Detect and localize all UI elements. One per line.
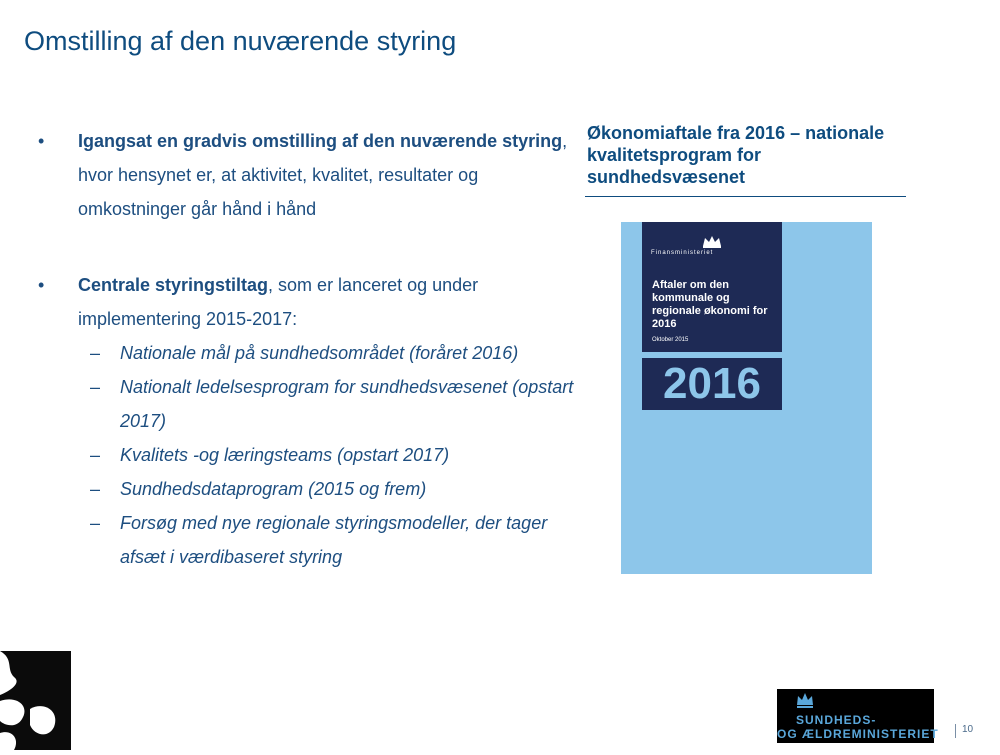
report-cover-image [621, 222, 872, 574]
subbullet-marker: – [90, 479, 101, 499]
ministry-name-line1: SUNDHEDS- [796, 713, 877, 727]
bullet-text: , hvor hensynet er, at aktivitet, kvalitet, resultater og omkostninger går hånd i hånd [78, 131, 568, 219]
subbullet-item [38, 506, 578, 574]
bullet-marker: • [38, 131, 45, 151]
subbullet-item [38, 336, 578, 370]
subbullet-marker: – [90, 513, 101, 533]
slide-title: Omstilling af den nuværende styring [24, 26, 457, 56]
ministry-name-line2: OG ÆLDREMINISTERIET [777, 727, 939, 741]
subbullet-text: Nationale mål på sundhedsområdet (foråret 2016) [120, 343, 519, 363]
bullet-item [38, 268, 578, 336]
crown-icon [701, 234, 723, 248]
bullet-bold-text: Igangsat en gradvis omstilling af den nuværende styring [78, 131, 563, 151]
cover-year: 2016 [642, 358, 782, 410]
sidebar-divider [585, 196, 906, 197]
subbullet-text: Forsøg med nye regionale styringsmodeller, der tager afsæt i værdibaseret styring [120, 513, 548, 567]
subbullet-marker: – [90, 445, 101, 465]
bullet-marker: • [38, 275, 45, 295]
subbullet-item [38, 370, 578, 438]
bullet-list [38, 124, 578, 574]
bullet-bold-text: Centrale styringstiltag [78, 275, 269, 295]
subbullet-item [38, 472, 578, 506]
bullet-item [38, 124, 578, 226]
bullet-text: , som er lanceret og under implementering 2015-2017: [78, 275, 479, 329]
ministry-logo [777, 689, 939, 743]
cover-date: Oktober 2015 [652, 337, 689, 343]
sidebar-heading: Økonomiaftale fra 2016 – nationale kvalitetsprogram for sundhedsvæsenet [587, 123, 885, 187]
page-number: 10 [962, 724, 974, 735]
cover-ministry: Finansministeriet [651, 250, 714, 256]
subbullet-text: Nationalt ledelsesprogram for sundhedsvæsenet (opstart 2017) [120, 377, 574, 431]
subbullet-text: Kvalitets -og læringsteams (opstart 2017) [120, 445, 450, 465]
page-number-divider [955, 724, 956, 738]
crown-icon [795, 691, 815, 709]
subbullet-marker: – [90, 343, 101, 363]
subbullet-marker: – [90, 377, 101, 397]
cover-title-panel [642, 222, 782, 352]
subbullet-item [38, 438, 578, 472]
subbullet-text: Sundhedsdataprogram (2015 og frem) [120, 479, 427, 499]
cover-title: Aftaler om den kommunale og regionale økonomi for 2016 [652, 279, 768, 330]
emblem-icon [0, 651, 71, 750]
crown-emblem-logo [0, 651, 71, 750]
